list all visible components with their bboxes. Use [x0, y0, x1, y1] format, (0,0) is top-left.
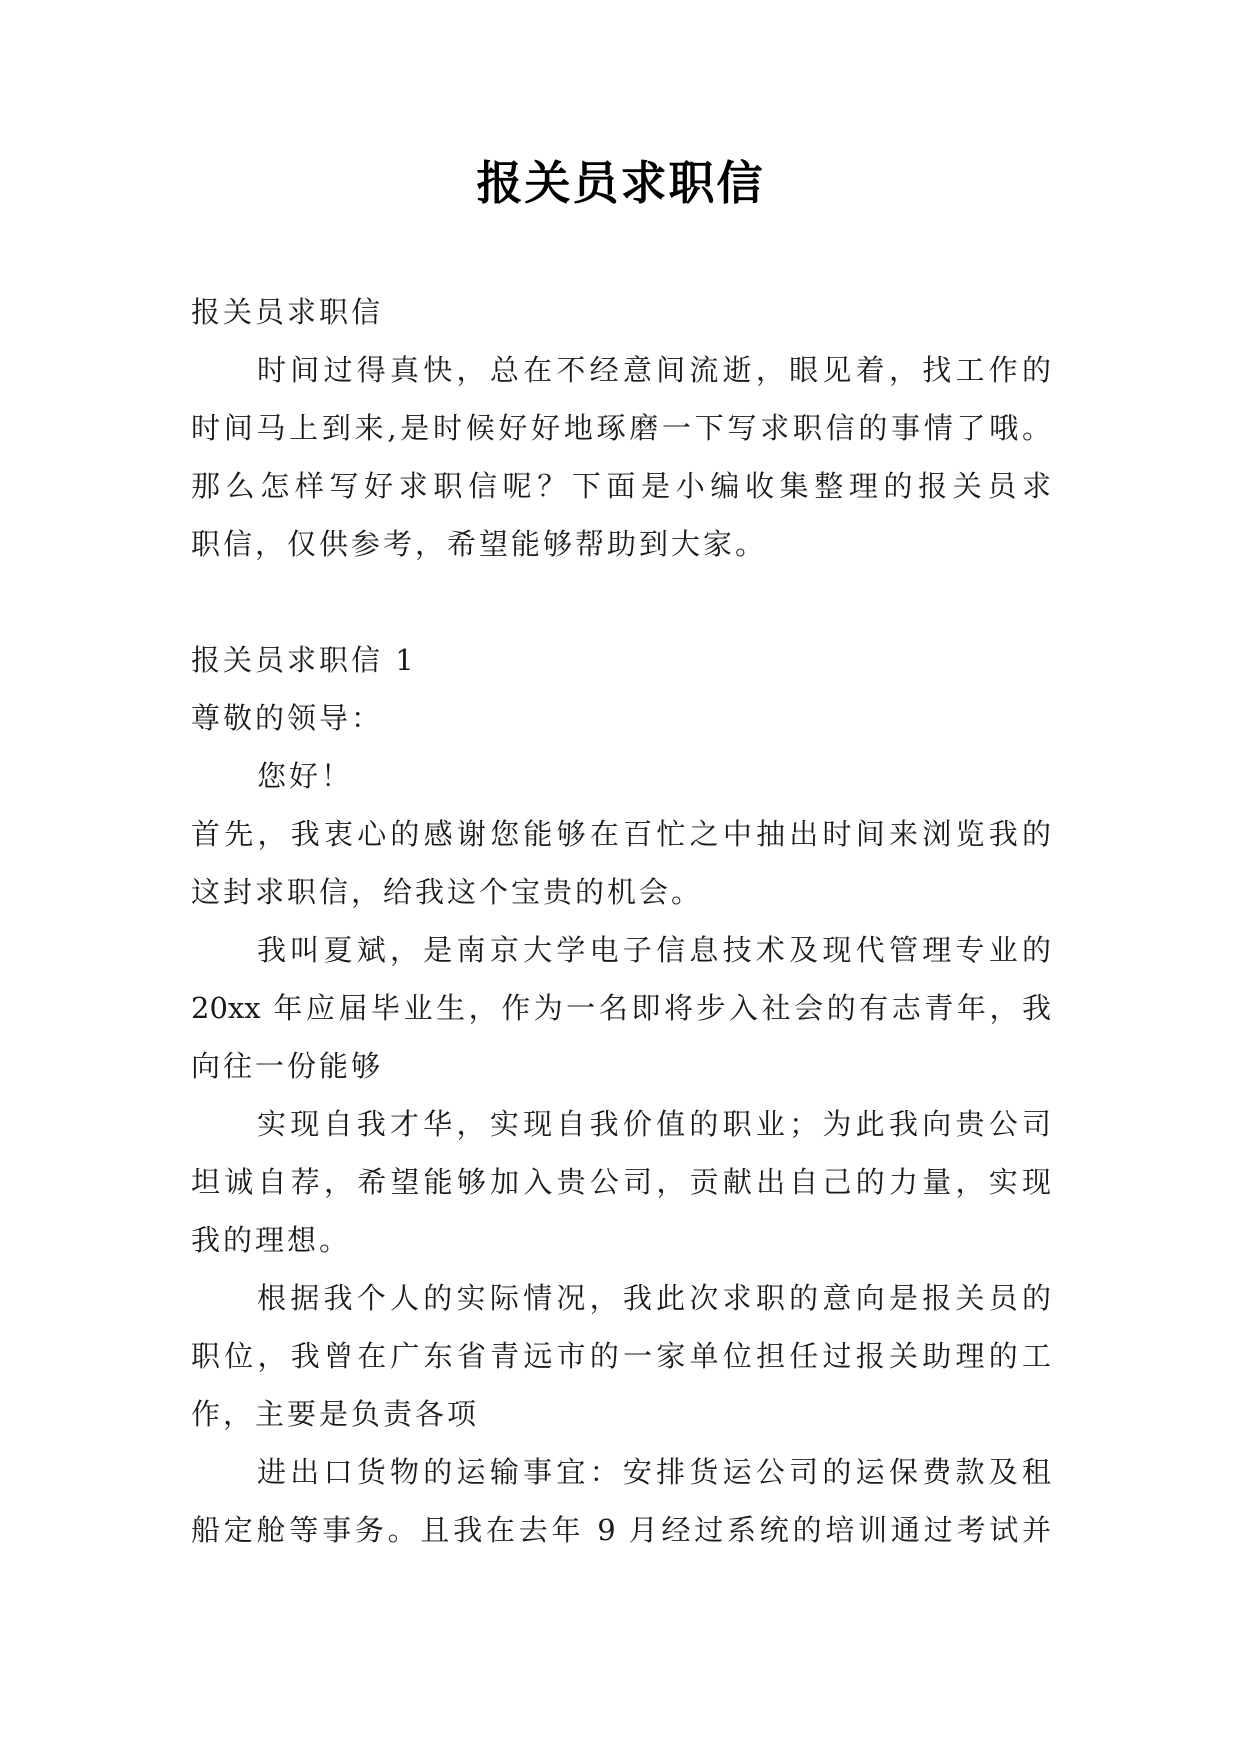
section-gap [191, 573, 1051, 631]
letter-salutation: 尊敬的领导： [191, 701, 384, 735]
intro-line: 时间马上到来,是时候好好地琢磨一下写求职信的事情了哦。 [191, 411, 1051, 445]
paragraph-line: 职位，我曾在广东省青远市的一家单位担任过报关助理的工 [191, 1339, 1051, 1373]
paragraph-line: 这封求职信，给我这个宝贵的机会。 [191, 875, 704, 909]
intro-line: 那么怎样写好求职信呢？下面是小编收集整理的报关员求 [191, 469, 1051, 503]
document-body [191, 283, 1051, 1559]
paragraph-line: 坦诚自荐，希望能够加入贵公司，贡献出自己的力量，实现 [191, 1165, 1051, 1199]
paragraph-line: 首先，我衷心的感谢您能够在百忙之中抽出时间来浏览我的 [191, 817, 1051, 851]
paragraph-line: 我的理想。 [191, 1223, 352, 1257]
paragraph-line: 向往一份能够 [191, 1049, 384, 1083]
paragraph-line: 船定舱等事务。且我在去年 9 月经过系统的培训通过考试并 [191, 1513, 1051, 1547]
letter-heading: 报关员求职信 1 [191, 643, 417, 677]
paragraph-line: 作，主要是负责各项 [191, 1397, 480, 1431]
letter-greeting: 您好！ [257, 759, 354, 793]
intro-line: 职信，仅供参考，希望能够帮助到大家。 [191, 527, 768, 561]
document-title: 报关员求职信 [476, 156, 765, 210]
intro-line: 时间过得真快，总在不经意间流逝，眼见着，找工作的 [257, 353, 1051, 387]
paragraph-line: 实现自我才华，实现自我价值的职业；为此我向贵公司 [257, 1107, 1051, 1141]
paragraph-line: 我叫夏斌，是南京大学电子信息技术及现代管理专业的 [257, 933, 1051, 967]
paragraph-line: 20xx 年应届毕业生，作为一名即将步入社会的有志青年，我 [191, 991, 1051, 1025]
intro-heading: 报关员求职信 [191, 295, 384, 329]
paragraph-line: 根据我个人的实际情况，我此次求职的意向是报关员的 [257, 1281, 1051, 1315]
paragraph-line: 进出口货物的运输事宜：安排货运公司的运保费款及租 [257, 1455, 1051, 1489]
